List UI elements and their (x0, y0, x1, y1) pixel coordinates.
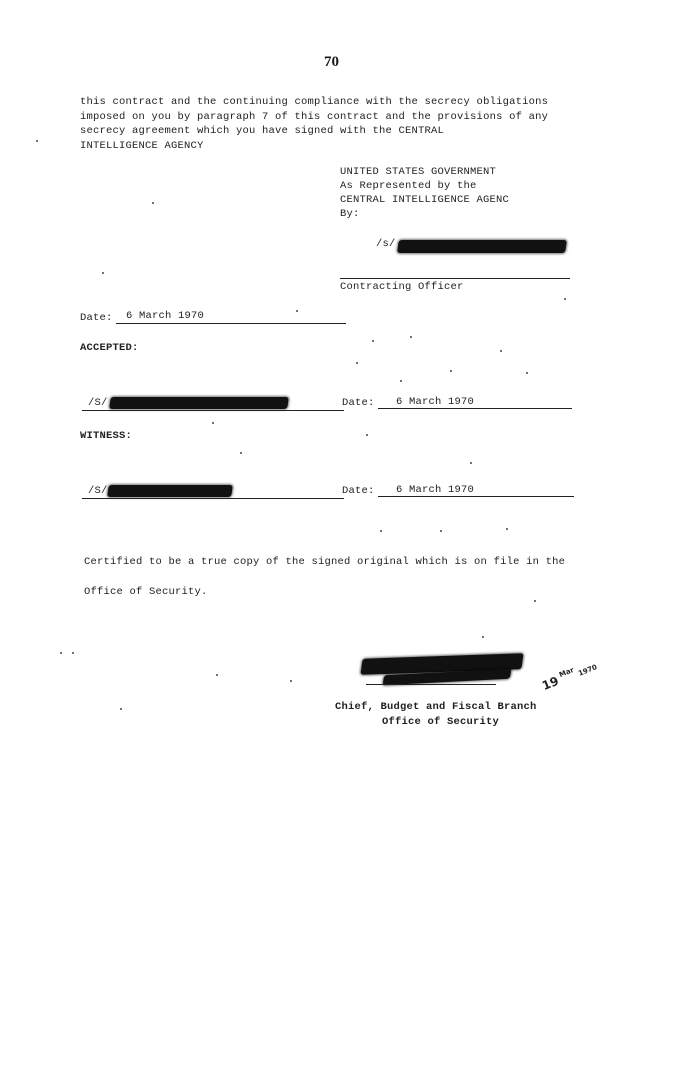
accepted-label: ACCEPTED: (80, 342, 139, 354)
paragraph-line: INTELLIGENCE AGENCY (80, 139, 204, 152)
stamp-year: 1970 (577, 663, 599, 678)
signature-prefix: /S/ (88, 397, 108, 409)
certifier-office: Office of Security (382, 716, 500, 728)
scan-speck (356, 362, 358, 364)
date-label: Date: (342, 485, 375, 497)
scan-speck (526, 372, 528, 374)
certification-line: Certified to be a true copy of the signed original which is on file in the (84, 556, 566, 568)
scan-speck (216, 674, 218, 676)
signature-line (366, 684, 496, 685)
scan-speck (500, 350, 502, 352)
certifier-title: Chief, Budget and Fiscal Branch (335, 701, 537, 713)
scan-speck (102, 272, 104, 274)
scan-speck (212, 422, 214, 424)
redaction-bar (109, 397, 289, 409)
date-label: Date: (342, 397, 375, 409)
stamp-day: 19 (540, 673, 561, 693)
scan-speck (482, 636, 484, 638)
contract-paragraph (80, 95, 560, 153)
scan-speck (120, 708, 122, 710)
signature-line (340, 278, 570, 279)
scan-speck (290, 680, 292, 682)
paragraph-line: secrecy agreement which you have signed with the CENTRAL (80, 125, 445, 137)
scan-speck (366, 434, 368, 436)
scan-speck (372, 340, 374, 342)
scan-speck (60, 652, 62, 654)
scan-speck (534, 600, 536, 602)
date-line (116, 323, 346, 324)
date-label: Date: (80, 312, 113, 324)
paragraph-line: this contract and the continuing compliance with the secrecy obligations (80, 96, 549, 108)
date-line (378, 408, 572, 409)
signature-line (82, 498, 344, 499)
signature-prefix: /S/ (88, 485, 108, 497)
stamp-month: Mar (558, 665, 576, 680)
agency-name: CENTRAL INTELLIGENCE AGENC (340, 194, 510, 206)
scan-speck (240, 452, 242, 454)
represented-by: As Represented by the (340, 180, 477, 192)
signature-line (82, 410, 344, 411)
scan-speck (36, 140, 38, 142)
date-stamp (540, 658, 599, 693)
scan-speck (380, 530, 382, 532)
scan-speck (400, 380, 402, 382)
date-value: 6 March 1970 (126, 310, 205, 322)
by-label: By: (340, 208, 360, 220)
scan-speck (564, 298, 566, 300)
date-line (378, 496, 574, 497)
redaction-bar (107, 485, 233, 497)
page-number: 70 (324, 54, 339, 70)
scan-speck (152, 202, 154, 204)
scan-speck (470, 462, 472, 464)
paragraph-line: imposed on you by paragraph 7 of this contract and the provisions of any (80, 110, 549, 123)
date-value: 6 March 1970 (396, 484, 475, 496)
certification-line: Office of Security. (84, 586, 208, 598)
scan-speck (506, 528, 508, 530)
scan-speck (72, 652, 74, 654)
date-value: 6 March 1970 (396, 396, 475, 408)
government-name: UNITED STATES GOVERNMENT (340, 166, 497, 178)
scan-speck (410, 336, 412, 338)
witness-label: WITNESS: (80, 430, 133, 442)
scan-speck (440, 530, 442, 532)
scan-speck (450, 370, 452, 372)
signature-prefix: /s/ (376, 238, 396, 250)
contracting-officer-title: Contracting Officer (340, 281, 464, 293)
redaction-bar (397, 240, 567, 253)
scan-speck (296, 310, 298, 312)
